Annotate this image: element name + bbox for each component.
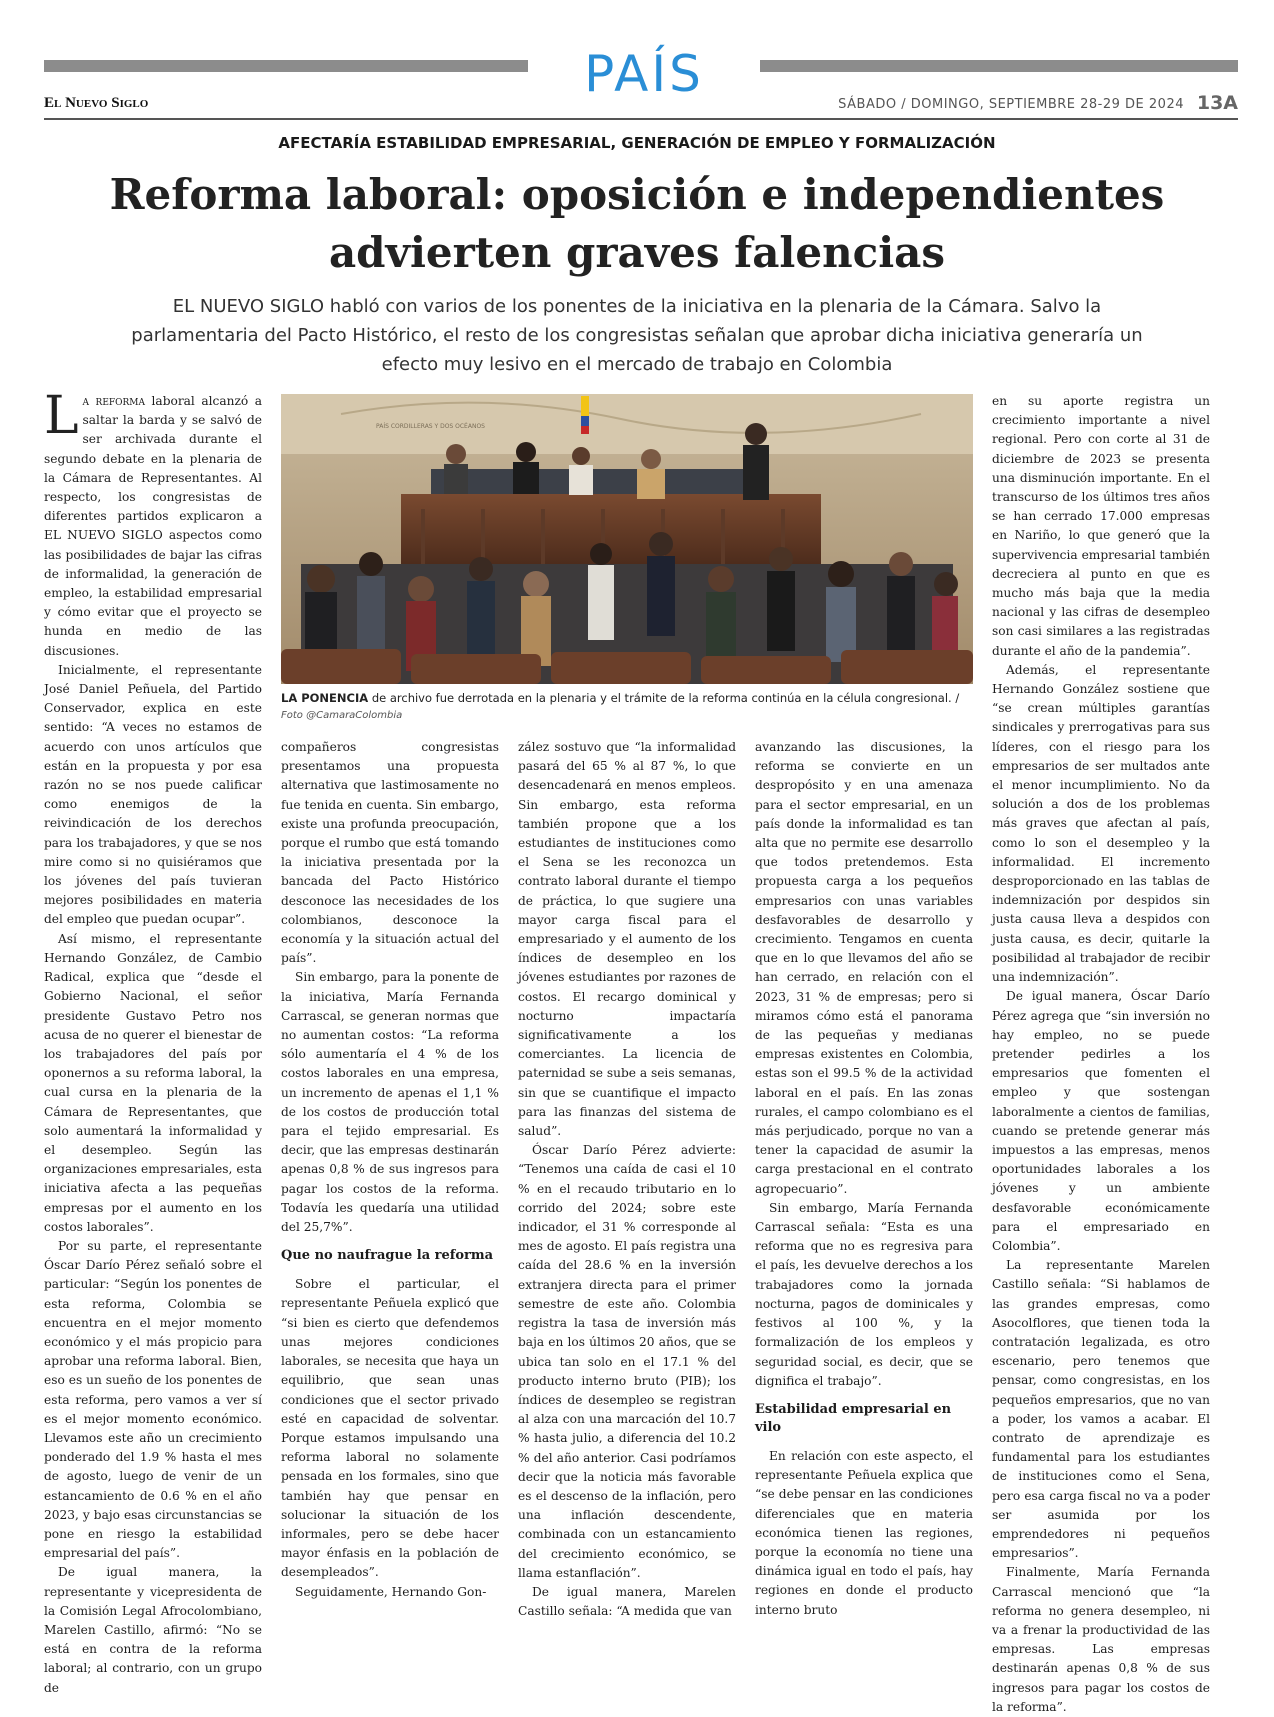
subheading: Estabilidad empresarial en vilo — [755, 1401, 952, 1435]
lead-caps: a reforma — [82, 394, 146, 408]
paragraph: Óscar Darío Pérez advierte: “Tenemos una caída de casi el 10 % en el recaudo tributario en lo corrido del 2024; sobre este indicador, el 31 % corresponde al mes de agosto. El país registra una caída del 28.6 % en la inversión extranjera directa para el primer semestre de este año. Colombia registra la tasa de inversión más baja en los últimos 20 años, que se ubica tan solo en el 17.1 % del producto interno bruto (PIB); los índices de desempleo se registran al alza con una marcación del 10.7 % hasta julio, a diferencia del 10.2 % del año anterior. Casi podríamos decir que la noticia más favorable es el descenso de la inflación, pero una inflación descendente, combinada con un estancamiento del crecimiento económico, se llama estanflación”. — [518, 1143, 736, 1580]
article-column-3 — [518, 738, 736, 1619]
paragraph: De igual manera, la representante y vicepresidenta de la Comisión Legal Afrocolombiano, Marelen Castillo, afirmó: “No se está en contra de la reforma laboral; al contrario, con un grupo de — [44, 1565, 262, 1695]
subheading: Que no naufrague la reforma — [281, 1248, 494, 1264]
paragraph: Inicialmente, el representante José Daniel Peñuela, del Partido Conservador, explica en este sentido: “A veces no estamos de acuerdo con unos artículos que están en la propuesta y por esa razón no se nos puede calificar como enemigos de la reivindicación de los derechos para los trabajadores, y que se nos mire como si no quisiéramos que los jóvenes del país tuvieran mejores posibilidades en materia del empleo que puedan ocupar”. — [44, 662, 262, 927]
paragraph: Por su parte, el representante Óscar Darío Pérez señaló sobre el particular: “Según los ponentes de esta reforma, Colombia se encuentra en el mejor momento económico y el más propicio para aprobar una reforma laboral. Bien, eso es un sueño de los ponentes de esta reforma, pero vamos a ver sí es el mejor momento económico. Llevamos este año un crecimiento ponderado del 1.9 % hasta el mes de agosto, luego de venir de un estancamiento de 0.6 % en el año 2023, y bajo esas circunstancias se pone en riesgo la estabilidad empresarial del país”. — [44, 1238, 262, 1561]
article-column-5 — [992, 392, 1210, 1714]
caption-lead: LA PONENCIA — [281, 691, 369, 705]
caption-text: de archivo fue derrotada en la plenaria y el trámite de la reforma continúa en la célula congresional. / — [368, 691, 960, 705]
paragraph: Además, el representante Hernando González sostiene que “se crean múltiples garantías sindicales y prerrogativas para sus líderes, con el riesgo para los empresarios de ser multados ante el menor incumplimiento. No da solución a dos de los problemas más graves que afectan al país, como lo son el desempleo y la informalidad. El incremento desproporcionado en las tablas de indemnización por despidos sin justa causa lleva a despidos con justa causa, es decir, quitarle la posibilidad al trabajador de recibir una indemnización”. — [992, 662, 1210, 985]
article-kicker: AFECTARÍA ESTABILIDAD EMPRESARIAL, GENERACIÓN DE EMPLEO Y FORMALIZACIÓN — [278, 134, 996, 152]
header-bar-left — [44, 60, 528, 72]
header-rule — [44, 118, 1238, 120]
paragraph: Así mismo, el representante Hernando González, de Cambio Radical, explica que “desde el Gobierno Nacional, el señor presidente Gustavo Petro nos acusa de no querer el bienestar de los trabajadores del país por oponernos a su reforma laboral, la cual cursa en la plenaria de la Cámara de Representantes, que solo aumentará la informalidad y el desempleo. Según las organizaciones empresariales, esta iniciativa afecta a las pequeñas empresas por el aumento en los costos laborales”. — [44, 931, 262, 1234]
paragraph: Sin embargo, María Fernanda Carrascal señala: “Esta es una reforma que no es regresiva para el país, les devuelve derechos a los trabajadores como la jornada nocturna, pagos de dominicales y festivos al 100 %, y la formalización de los empleos y seguridad social, es decir, que se dignifica el trabajo”. — [755, 1200, 973, 1388]
lead-text: laboral alcanzó a saltar la barda y se salvó de ser archivada durante el segundo debate en la plenaria de la Cámara de Representantes. Al respecto, los congresistas de diferentes partidos explicaron a EL NUEVO SIGLO aspectos como las posibilidades de bajar las cifras de informalidad, la generación de empleo, la estabilidad empresarial y cómo evitar que el proyecto se hunda en medio de las discusiones. — [44, 394, 262, 658]
paragraph: De igual manera, Marelen Castillo señala: “A medida que van — [518, 1584, 736, 1619]
paragraph: En relación con este aspecto, el representante Peñuela explica que “se debe pensar en las condiciones diferenciales que en materia económica tienen las regiones, porque la economía no tiene una dinámica igual en todo el país, hay regiones en donde el producto interno bruto — [755, 1448, 973, 1617]
article-headline: Reforma laboral: oposición e independientes advierten graves falencias — [109, 170, 1165, 277]
article-column-1 — [44, 386, 262, 1695]
paragraph: avanzando las discusiones, la reforma se convierte en un despropósito y en una amenaza para el sector empresarial, en un país donde la informalidad es tan alta que no permite ese desarrollo que todos pretendemos. Esta propuesta carga a los pequeños empresarios con unas variables desfavorables de desarrollo y crecimiento. Tengamos en cuenta que en lo que llevamos del año se han cerrado, en relación con el 2023, 31 % de empresas; pero si miramos cómo está el panorama de las pequeñas y medianas empresas existentes en Colombia, estas son el 99.5 % de la actividad laboral en el país. En las zonas rurales, el campo colombiano es el más perjudicado, porque no van a tener la capacidad de asumir la carga prestacional en el contrato agropecuario”. — [755, 740, 973, 1196]
drop-cap: L — [44, 386, 79, 446]
paragraph: compañeros congresistas presentamos una propuesta alternativa que lastimosamente no fue tenida en cuenta. Sin embargo, existe una profunda preocupación, porque el rumbo que está tomando la iniciativa presentada por la bancada del Pacto Histórico desconoce las necesidades de los colombianos, desconoce la economía y la situación actual del país”. — [281, 740, 499, 966]
paragraph: Seguidamente, Hernando Gon- — [295, 1584, 487, 1599]
page-number: 13A — [1196, 92, 1238, 114]
newspaper-brand: El Nuevo Siglo — [44, 95, 149, 111]
paragraph: Finalmente, María Fernanda Carrascal mencionó que “la reforma no genera desempleo, ni va a frenar la productividad de las empresas. Las empresas destinarán apenas 0,8 % de sus ingresos para pagar los costos de la reforma”. — [992, 1565, 1210, 1714]
article-deck: EL NUEVO SIGLO habló con varios de los ponentes de la iniciativa en la plenaria de la Cámara. Salvo la parlamentaria del Pacto Histórico, el resto de los congresistas señalan que aprobar dicha iniciativa generaría un efecto muy lesivo en el mercado de trabajo en Colombia — [131, 296, 1143, 375]
paragraph: De igual manera, Óscar Darío Pérez agrega que “sin inversión no hay empleo, no se puede pretender pedirles a los empresarios que fomenten el empleo y que sostengan laboralmente a cientos de familias, cuando se pretende generar más impuestos a las empresas, menos oportunidades laborales a los jóvenes y un ambiente desfavorable económicamente para el empresariado en Colombia”. — [992, 989, 1210, 1253]
section-title: PAÍS — [584, 45, 704, 103]
photo-caption — [281, 690, 973, 724]
paragraph: zález sostuvo que “la informalidad pasará del 65 % al 87 %, lo que desencadenará en menos empleos. Sin embargo, esta reforma también propone que a los estudiantes de instituciones como el Sena se les reconozca un contrato laboral durante el tiempo de práctica, lo que sugiere una mayor carga fiscal para el empresariado y el aumento de los índices de desempleo en los jóvenes estudiantes por razones de costos. El recargo dominical y nocturno impactaría significativamente a los comerciantes. La licencia de paternidad se sube a seis semanas, sin que se cuantifique el impacto para las finanzas del sistema de salud”. — [518, 740, 736, 1139]
article-column-2 — [281, 738, 499, 1599]
paragraph: en su aporte registra un crecimiento importante a nivel regional. Pero con corte al 31 de diciembre de 2023 se presenta una disminución importante. En el transcurso de los últimos tres años se han cerrado 17.000 empresas en Nariño, lo que generó que la supervivencia empresarial también decreciera al punto en que es mucho más baja que la media nacional y las cifras de desempleo son casi similares a las registradas durante el año de la pandemia”. — [992, 394, 1210, 658]
photo-credit: Foto @CamaraColombia — [281, 710, 403, 721]
paragraph: Sobre el particular, el representante Peñuela explicó que “si bien es cierto que defendemos unas mejores condiciones laborales, se necesita que haya un equilibrio, que sean unas condiciones que el sector privado esté en capacidad de solventar. Porque estamos impulsando una reforma laboral no solamente pensada en los formales, sino que también hay que pensar en solucionar la situación de los informales, pero se debe hacer mayor énfasis en la población de desempleados”. — [281, 1277, 499, 1580]
paragraph: La representante Marelen Castillo señala: “Si hablamos de las grandes empresas, como Asocolflores, que tienen toda la contratación legalizada, es otro escenario, pero tenemos que pensar, como congresistas, en los pequeños empresarios, que no van a poder, los vamos a acabar. El contrato de aprendizaje es fundamental para los estudiantes de instituciones como el Sena, pero esa carga fiscal no va a poder ser asumida por los emprendedores ni pequeños empresarios”. — [992, 1258, 1210, 1561]
article-photo — [281, 394, 973, 684]
plenary-photo-illustration — [281, 394, 973, 684]
header-bar-right — [760, 60, 1238, 72]
mural-text: PAÍS CORDILLERAS Y DOS OCÉANOS — [376, 423, 485, 430]
dateline: SÁBADO / DOMINGO, SEPTIEMBRE 28-29 DE 2024 — [838, 97, 1184, 112]
article-column-4 — [755, 738, 973, 1617]
paragraph: Sin embargo, para la ponente de la iniciativa, María Fernanda Carrascal, se generan normas que no aumentan costos: “La reforma sólo aumentaría el 4 % de los costos laborales en una empresa, un incremento de apenas el 1,1 % de los costos de producción total para el tejido empresarial. Es decir, que las empresas destinarán apenas 0,8 % de sus ingresos para pagar los costos de la reforma. Todavía les quedaría una utilidad del 25,7%”. — [281, 970, 499, 1235]
lead-paragraph — [44, 386, 262, 661]
